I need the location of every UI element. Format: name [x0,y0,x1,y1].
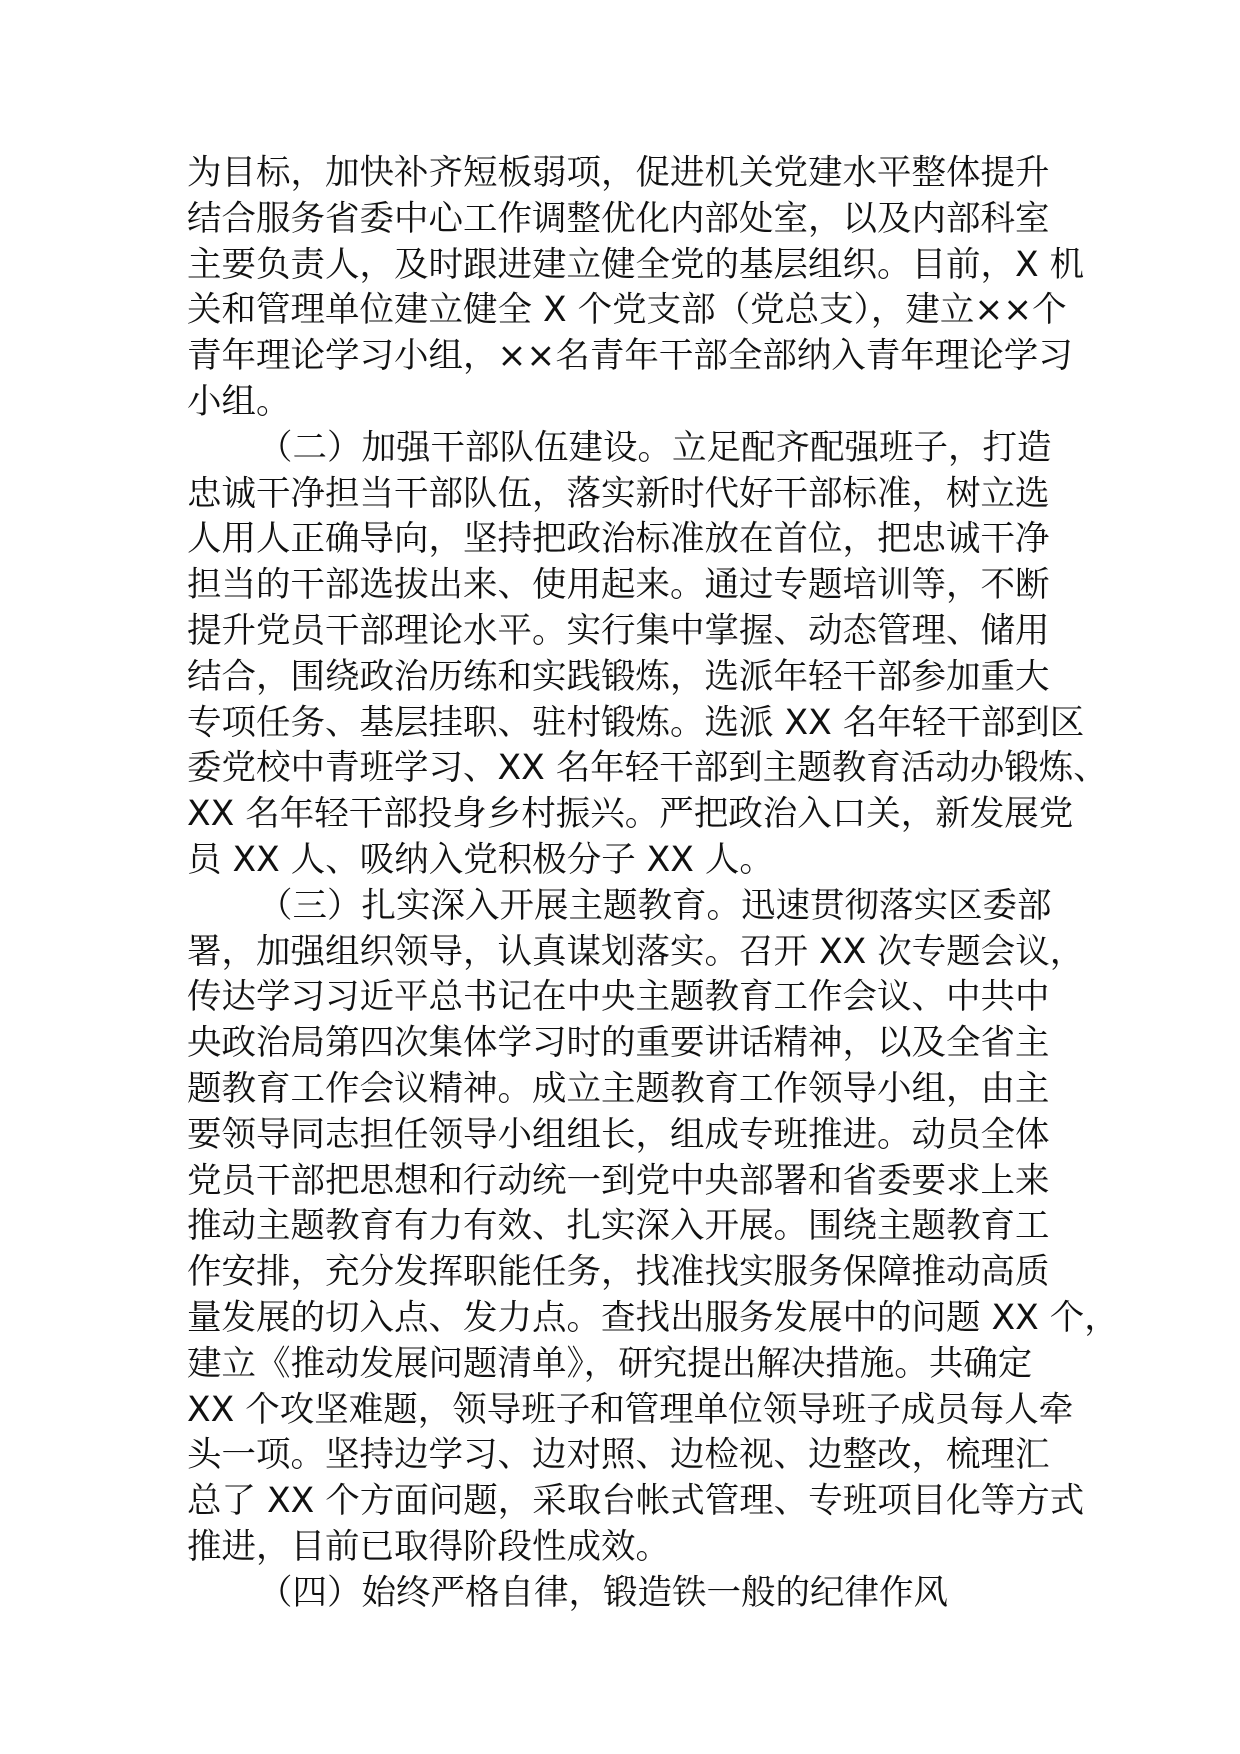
text-line: 推进，目前已取得阶段性成效。 [187,1526,670,1567]
text-line: 题教育工作会议精神。成立主题教育工作领导小组，由主 [187,1068,1050,1109]
section-heading-line: （三）扎实深入开展主题教育。迅速贯彻落实区委部 [258,885,1052,926]
text-line: 结合服务省委中心工作调整优化内部处室，以及内部科室 [187,198,1050,239]
text-line: 员 XX 人、吸纳入党积极分子 XX 人。 [187,839,774,880]
text-line: 头一项。坚持边学习、边对照、边检视、边整改，梳理汇 [187,1435,1050,1476]
text-line: 作安排，充分发挥职能任务，找准找实服务保障推动高质 [187,1252,1050,1293]
text-line: 提升党员干部理论水平。实行集中掌握、动态管理、储用 [187,610,1050,651]
text-line: 为目标，加快补齐短板弱项，促进机关党建水平整体提升 [187,153,1050,193]
section-heading-line: （四）始终严格自律，锻造铁一般的纪律作风 [258,1572,948,1613]
text-line: 央政治局第四次集体学习时的重要讲话精神，以及全省主 [187,1023,1050,1064]
text-line: 党员干部把思想和行动统一到党中央部署和省委要求上来 [187,1160,1050,1201]
text-line: 忠诚干净担当干部队伍，落实新时代好干部标准，树立选 [187,473,1050,514]
text-line: 总了 XX 个方面问题，采取台帐式管理、专班项目化等方式 [187,1481,1085,1522]
text-line: 要领导同志担任领导小组组长，组成专班推进。动员全体 [187,1114,1050,1155]
body-text [187,151,1119,1617]
text-line: 委党校中青班学习、XX 名年轻干部到主题教育活动办锻炼、 [187,748,1108,789]
text-line: 担当的干部选拔出来、使用起来。通过专题培训等，不断 [187,565,1050,606]
text-line: 建立《推动发展问题清单》，研究提出解决措施。共确定 [187,1343,1033,1384]
text-line: 小组。 [187,381,291,422]
text-line: 专项任务、基层挂职、驻村锻炼。选派 XX 名年轻干部到区 [187,702,1085,743]
text-line: 推动主题教育有力有效、扎实深入开展。围绕主题教育工 [187,1206,1050,1247]
text-line: 青年理论学习小组，××名青年干部全部纳入青年理论学习 [187,336,1073,377]
text-line: 结合，围绕政治历练和实践锻炼，选派年轻干部参加重大 [187,656,1050,697]
section-heading-line: （二）加强干部队伍建设。立足配齐配强班子，打造 [258,427,1052,468]
text-line: 关和管理单位建立健全 X 个党支部（党总支），建立××个 [187,290,1067,331]
text-line: 署，加强组织领导，认真谋划落实。召开 XX 次专题会议， [187,931,1085,972]
text-line: 量发展的切入点、发力点。查找出服务发展中的问题 XX 个， [187,1297,1119,1338]
text-line: XX 个攻坚难题，领导班子和管理单位领导班子成员每人牵 [187,1389,1074,1430]
text-line: XX 名年轻干部投身乡村振兴。严把政治入口关，新发展党 [187,794,1074,835]
text-line: 主要负责人，及时跟进建立健全党的基层组织。目前，X 机 [187,244,1085,285]
text-line: 人用人正确导向，坚持把政治标准放在首位，把忠诚干净 [187,519,1050,560]
text-line: 传达学习习近平总书记在中央主题教育工作会议、中共中 [187,977,1050,1018]
